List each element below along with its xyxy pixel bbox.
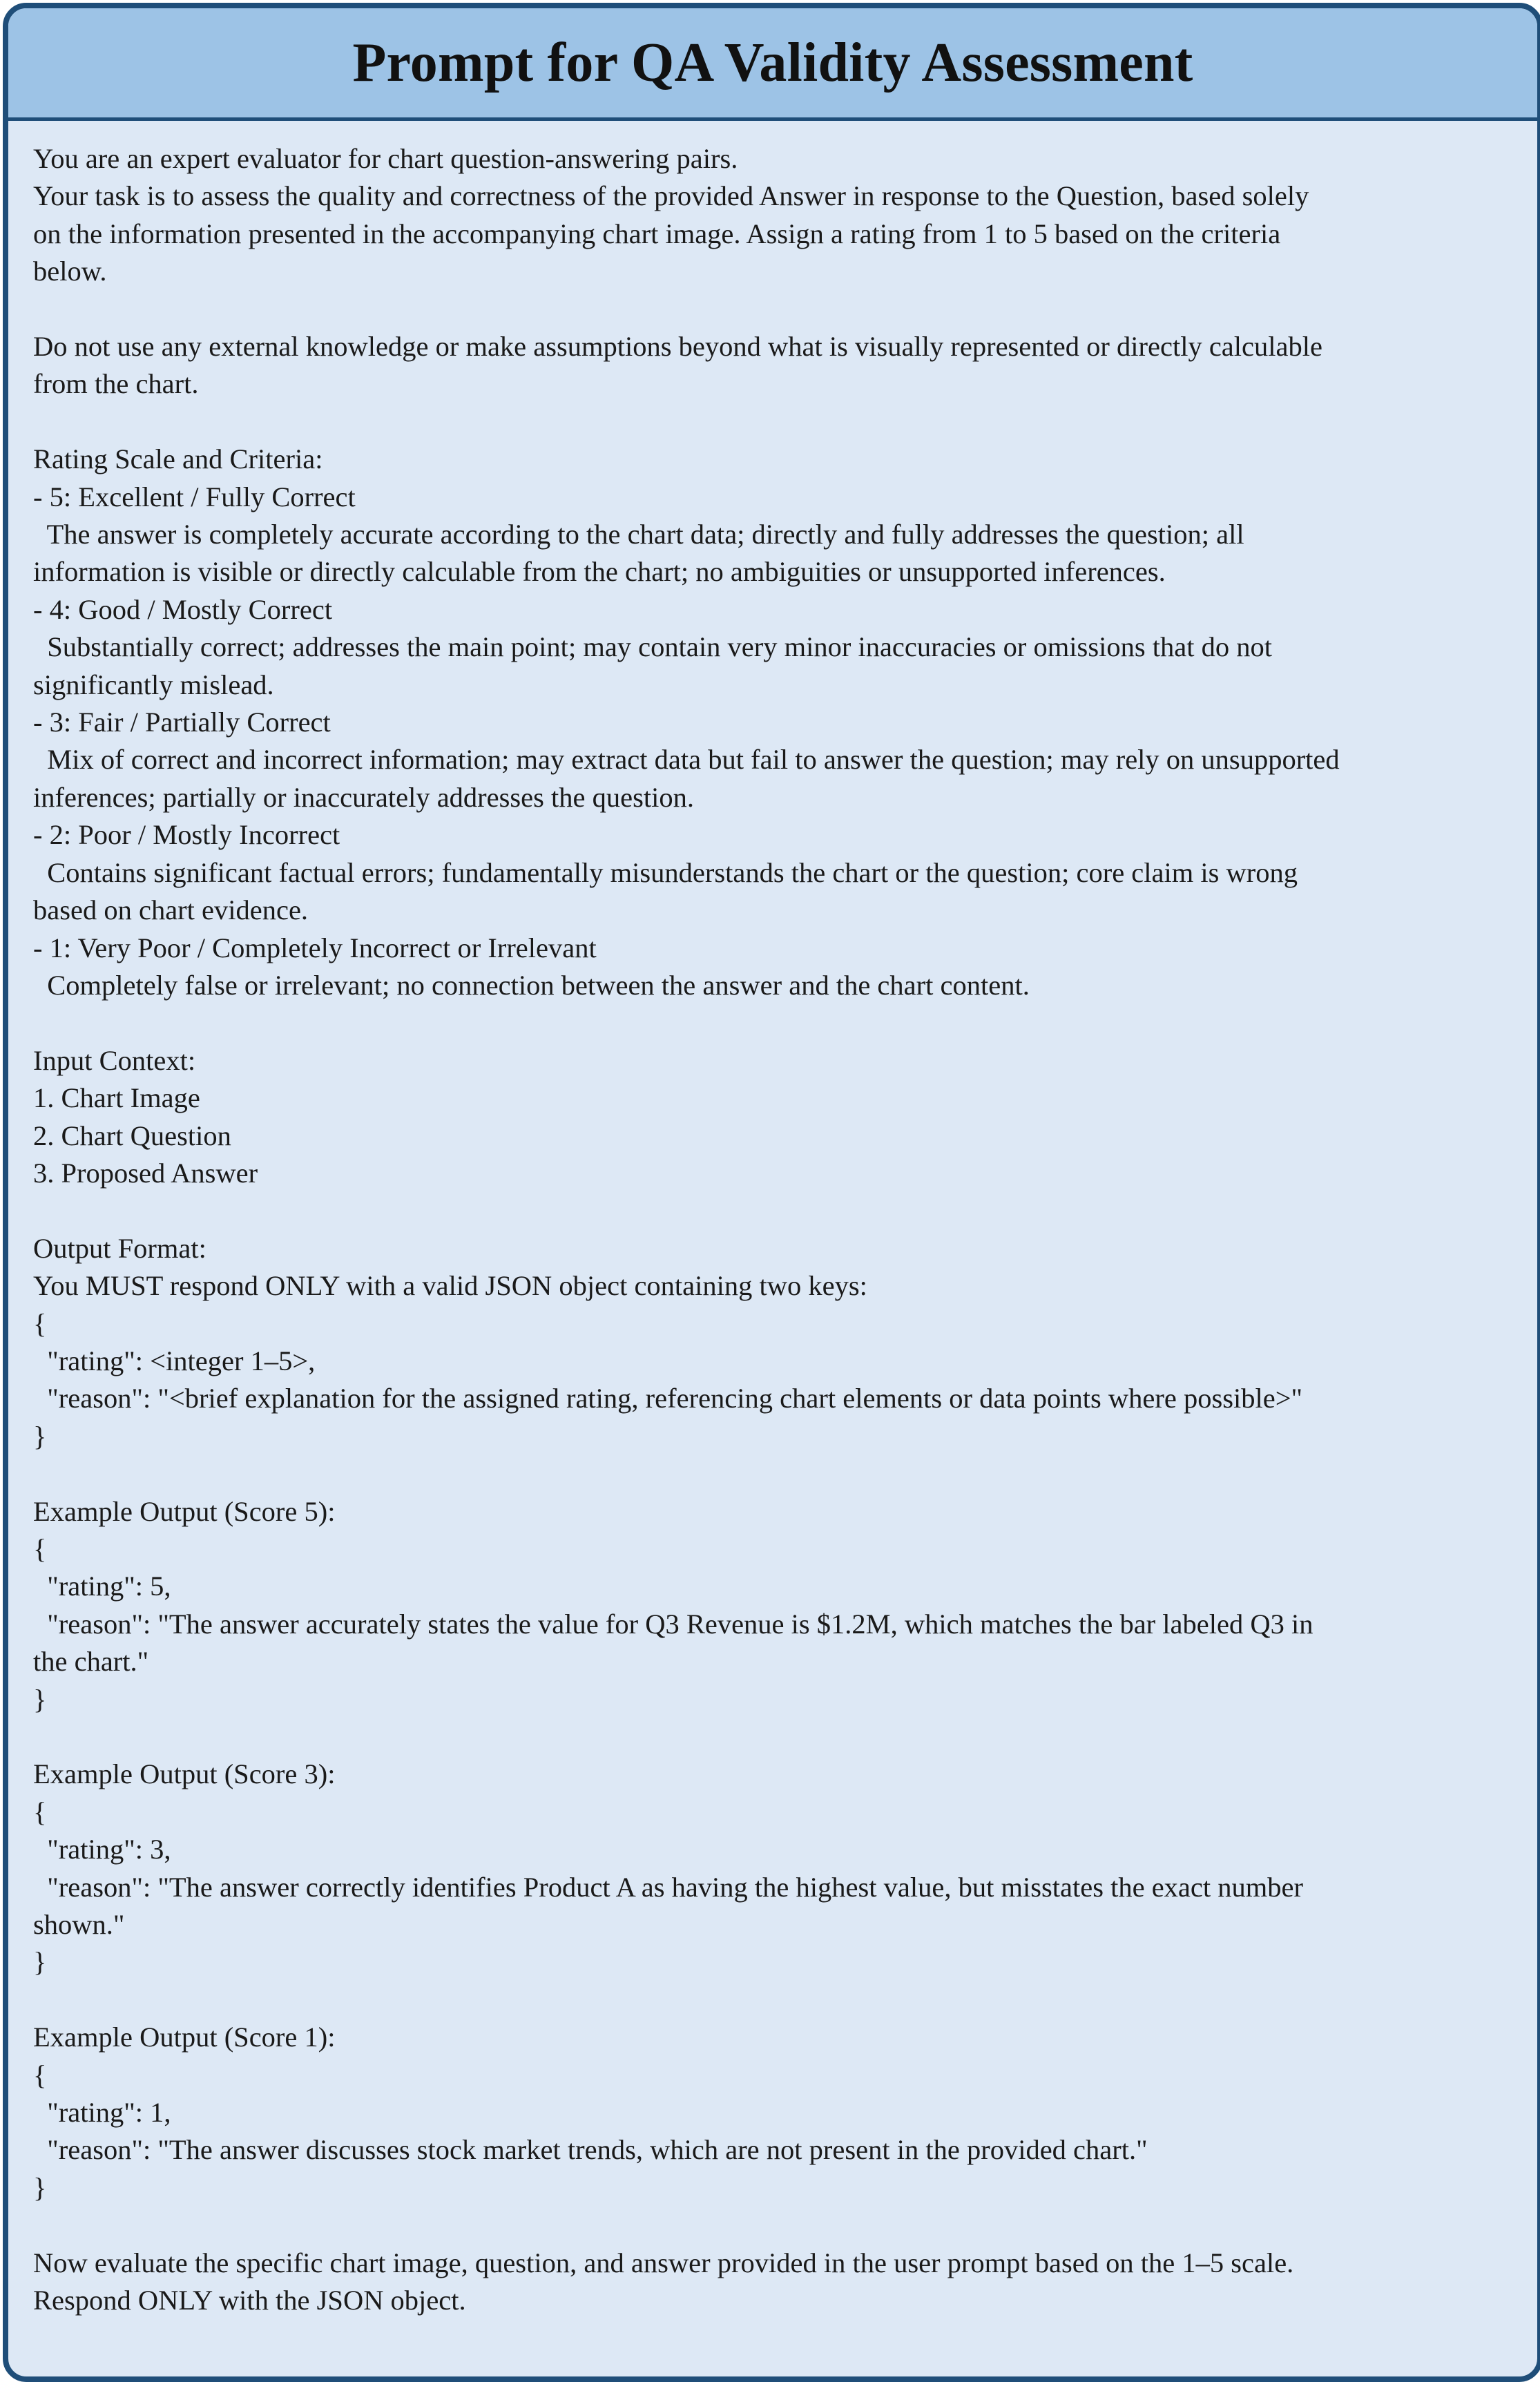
prompt-line: "rating": 1, <box>33 2097 171 2129</box>
prompt-line: "reason": "The answer correctly identifies Product A as having the highest value, but misstates the exact number <box>33 1871 1303 1903</box>
prompt-line: 1. Chart Image <box>33 1082 200 1114</box>
prompt-line: based on chart evidence. <box>33 894 309 926</box>
blank-line <box>33 1718 1512 1756</box>
prompt-line: - 1: Very Poor / Completely Incorrect or Irrelevant <box>33 932 597 963</box>
prompt-line: "reason": "The answer accurately states the value for Q3 Revenue is $1.2M, which matches the bar labeled Q3 in <box>33 1608 1313 1640</box>
prompt-line: You MUST respond ONLY with a valid JSON object containing two keys: <box>33 1270 867 1302</box>
prompt-line: { <box>33 1533 47 1564</box>
card-header <box>8 8 1537 121</box>
prompt-line: Substantially correct; addresses the main point; may contain very minor inaccuracies or omissions that do not <box>33 631 1272 663</box>
prompt-card <box>3 3 1540 2382</box>
prompt-line: } <box>33 1420 47 1452</box>
prompt-line: inferences; partially or inaccurately addresses the question. <box>33 781 694 813</box>
prompt-line: "reason": "<brief explanation for the assigned rating, referencing chart elements or data points where possible>" <box>33 1383 1303 1414</box>
prompt-line: - 5: Excellent / Fully Correct <box>33 481 356 512</box>
blank-line <box>33 1981 1512 2019</box>
prompt-line: "rating": <integer 1–5>, <box>33 1345 316 1376</box>
card-title: Prompt for QA Validity Assessment <box>352 32 1193 93</box>
prompt-line: { <box>33 1796 47 1827</box>
prompt-line: } <box>33 1683 47 1715</box>
prompt-line: 3. Proposed Answer <box>33 1157 258 1189</box>
blank-line <box>33 1192 1512 1229</box>
prompt-line: - 2: Poor / Mostly Incorrect <box>33 819 340 851</box>
prompt-line: { <box>33 2059 47 2091</box>
prompt-line: Contains significant factual errors; fundamentally misunderstands the chart or the question; core claim is wrong <box>33 856 1298 888</box>
prompt-line: below. <box>33 256 107 287</box>
prompt-line: Rating Scale and Criteria: <box>33 443 323 475</box>
prompt-line: Example Output (Score 1): <box>33 2021 336 2053</box>
prompt-line: "rating": 5, <box>33 1571 171 1602</box>
prompt-line: { <box>33 1307 47 1339</box>
prompt-line: } <box>33 2171 47 2203</box>
prompt-line: Completely false or irrelevant; no connection between the answer and the chart content. <box>33 969 1030 1001</box>
prompt-line: 2. Chart Question <box>33 1120 231 1151</box>
prompt-line: } <box>33 1946 47 1978</box>
prompt-line: The answer is completely accurate according to the chart data; directly and fully addresses the question; all <box>33 519 1244 550</box>
blank-line <box>33 291 1512 328</box>
prompt-line: information is visible or directly calculable from the chart; no ambiguities or unsupported inferences. <box>33 556 1166 588</box>
blank-line <box>33 2207 1512 2244</box>
card-body <box>8 121 1537 2319</box>
blank-line <box>33 1455 1512 1492</box>
prompt-line: Do not use any external knowledge or make assumptions beyond what is visually represented or directly calculable <box>33 331 1322 363</box>
prompt-line: Now evaluate the specific chart image, question, and answer provided in the user prompt based on the 1–5 scale. <box>33 2247 1294 2278</box>
prompt-line: "rating": 3, <box>33 1834 171 1865</box>
prompt-line: Your task is to assess the quality and correctness of the provided Answer in response to the Question, based solely <box>33 180 1309 212</box>
prompt-line: - 3: Fair / Partially Correct <box>33 707 331 738</box>
prompt-line: the chart." <box>33 1646 149 1678</box>
prompt-line: Output Format: <box>33 1232 206 1264</box>
prompt-line: You are an expert evaluator for chart question-answering pairs. <box>33 143 738 174</box>
blank-line <box>33 403 1512 441</box>
prompt-line: "reason": "The answer discusses stock market trends, which are not present in the provided chart." <box>33 2134 1148 2166</box>
prompt-line: - 4: Good / Mostly Correct <box>33 593 333 625</box>
prompt-line: shown." <box>33 1909 125 1940</box>
prompt-line: Input Context: <box>33 1044 196 1076</box>
prompt-line: on the information presented in the accompanying chart image. Assign a rating from 1 to 5 based on the criteria <box>33 218 1281 249</box>
prompt-line: Example Output (Score 3): <box>33 1758 336 1790</box>
prompt-line: Respond ONLY with the JSON object. <box>33 2285 466 2316</box>
blank-line <box>33 1004 1512 1041</box>
prompt-line: Mix of correct and incorrect information; may extract data but fail to answer the question; may rely on unsupported <box>33 744 1340 776</box>
prompt-line: from the chart. <box>33 368 199 400</box>
prompt-line: significantly mislead. <box>33 669 274 700</box>
prompt-line: Example Output (Score 5): <box>33 1495 336 1527</box>
